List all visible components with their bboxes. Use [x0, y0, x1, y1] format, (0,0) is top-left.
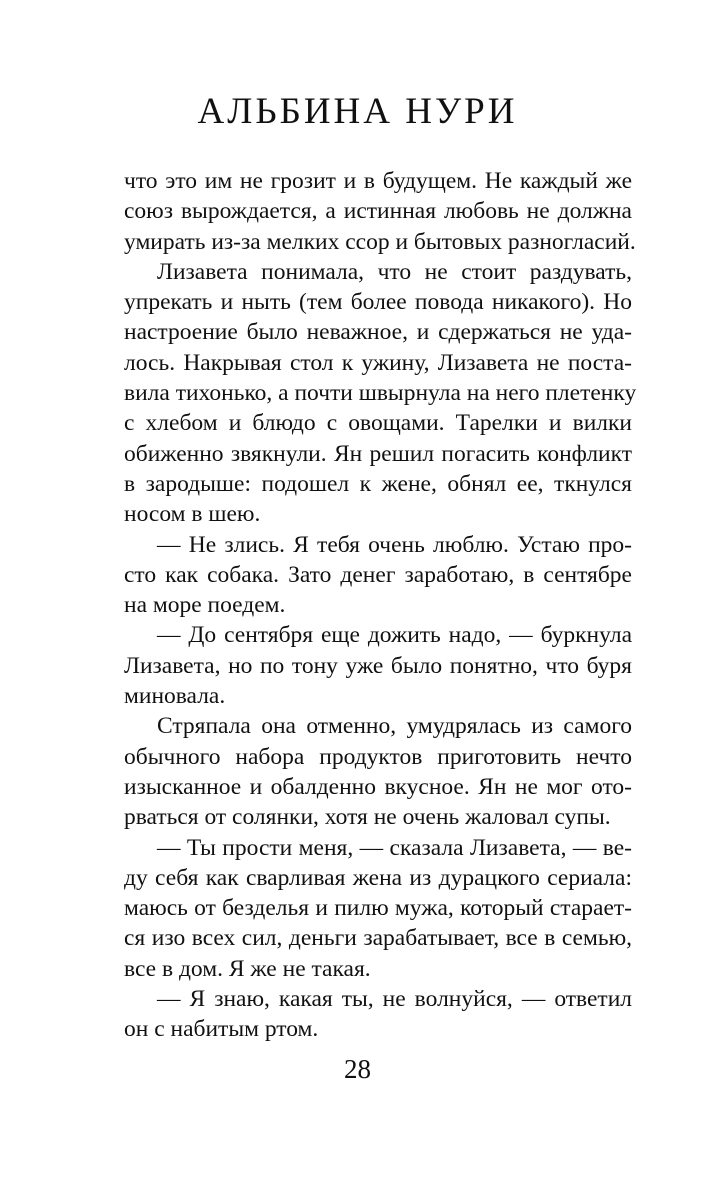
text-line: что это им не грозит и в будущем. Не каждый же: [124, 168, 632, 194]
text-line: — Не злись. Я тебя очень люблю. Устаю про-: [157, 531, 632, 558]
text-line: все в дом. Я же не такая.: [124, 955, 371, 982]
text-line: — Я знаю, какая ты, не волнуйся, — ответил: [157, 986, 632, 1013]
text-line: на море поедем.: [124, 592, 286, 619]
text-line: — Ты прости меня, — сказала Лизавета, — ве-: [157, 834, 632, 861]
text-line: рваться от солянки, хотя не очень жаловал супы.: [124, 804, 611, 831]
text-line: сто как собака. Зато денег заработаю, в сентябре: [124, 561, 632, 588]
text-line: умирать из-за мелких ссор и бытовых разногласий.: [124, 228, 636, 255]
text-line: Стряпала она отменно, умудрялась из самого: [157, 713, 632, 740]
text-line: Лизавета, но по тону уже было понятно, что буря: [124, 652, 632, 679]
text-line: союз вырождается, а истинная любовь не должна: [124, 198, 632, 225]
text-line: носом в шею.: [124, 501, 261, 528]
text-line: он с набитым ртом.: [124, 1016, 319, 1043]
body-text: [124, 166, 637, 1045]
page-number: 28: [344, 1054, 371, 1084]
text-line: с хлебом и блюдо с овощами. Тарелки и вилки: [124, 410, 632, 437]
text-line: обычного набора продуктов приготовить нечто: [124, 743, 632, 770]
text-line: маюсь от безделья и пилю мужа, который старает-: [124, 895, 632, 922]
text-line: изысканное и обалденно вкусное. Ян не мог ото-: [124, 773, 632, 800]
text-line: вила тихонько, а почти швырнула на него плетенку: [124, 380, 637, 407]
text-line: миновала.: [124, 683, 226, 710]
text-line: упрекать и ныть (тем более повода никакого). Но: [124, 289, 632, 316]
text-line: в зародыше: подошел к жене, обнял ее, ткнулся: [124, 470, 632, 497]
text-line: ся изо всех сил, деньги зарабатывает, все в семью,: [124, 925, 632, 952]
text-line: — До сентября еще дожить надо, — буркнула: [157, 622, 632, 649]
text-line: Лизавета понимала, что не стоит раздувать,: [157, 258, 632, 285]
text-line: лось. Накрывая стол к ужину, Лизавета не поста-: [124, 349, 632, 376]
text-line: ду себя как сварливая жена из дурацкого сериала:: [124, 864, 632, 891]
text-line: обиженно звякнули. Ян решил погасить конфликт: [124, 440, 632, 467]
text-line: настроение было неважное, и сдержаться не уда-: [124, 319, 632, 346]
running-header-author: АЛЬБИНА НУРИ: [197, 91, 518, 132]
